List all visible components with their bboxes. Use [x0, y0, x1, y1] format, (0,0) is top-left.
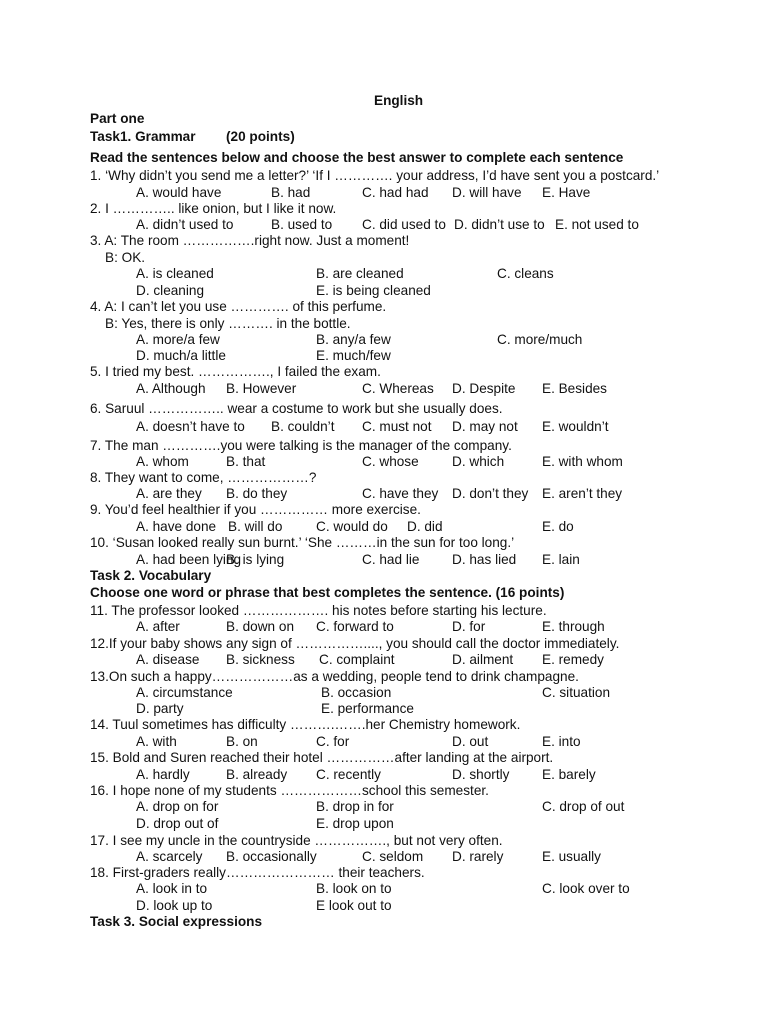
answer-option-d: D. look up to	[136, 898, 213, 913]
answer-option-e: E. remedy	[542, 652, 604, 667]
answer-option-d: D. has lied	[452, 552, 517, 567]
answer-option-d: D. cleaning	[136, 283, 205, 298]
answer-option-c: C. drop of out	[542, 799, 625, 814]
question-stem: 4. A: I can’t let you use …………. of this perfume.	[90, 299, 387, 314]
answer-option-d: D. may not	[452, 419, 518, 434]
answer-option-e: E. usually	[542, 849, 601, 864]
answer-option-e: E. performance	[321, 701, 414, 716]
answer-option-c: C. whose	[362, 454, 419, 469]
answer-option-b: B. down on	[226, 619, 295, 634]
answer-option-b: B. are cleaned	[316, 266, 404, 281]
answer-option-e: E. with whom	[542, 454, 623, 469]
answer-option-b: B. sickness	[226, 652, 295, 667]
question-stem: 15. Bold and Suren reached their hotel ……………after landing at the airport.	[90, 750, 554, 765]
question-stem: 6. Saruul …………….. wear a costume to work but she usually does.	[90, 401, 503, 416]
answer-option-c: C. forward to	[316, 619, 394, 634]
answer-option-a: A. more/a few	[136, 332, 220, 347]
answer-option-c: C. complaint	[319, 652, 395, 667]
answer-option-a: A. disease	[136, 652, 200, 667]
answer-option-e: E. not used to	[555, 217, 639, 232]
task1-heading: Task1. Grammar	[90, 129, 196, 144]
answer-option-d: D. shortly	[452, 767, 510, 782]
question-stem: 14. Tuul sometimes has difficulty ……….…….her Chemistry homework.	[90, 717, 521, 732]
answer-option-c: C. situation	[542, 685, 611, 700]
answer-option-b: B. couldn’t	[271, 419, 335, 434]
answer-option-e: E. barely	[542, 767, 596, 782]
answer-option-b: B. already	[226, 767, 288, 782]
answer-option-c: C. have they	[362, 486, 439, 501]
answer-option-b: B. occasion	[321, 685, 392, 700]
question-stem: 5. I tried my best. ……………., I failed the exam.	[90, 364, 381, 379]
answer-option-a: A. with	[136, 734, 177, 749]
answer-option-c: C. look over to	[542, 881, 630, 896]
answer-option-b: B. that	[226, 454, 266, 469]
question-stem: 10. ‘Susan looked really sun burnt.’ ‘She ………in the sun for too long.’	[90, 535, 515, 550]
answer-option-a: A. hardly	[136, 767, 190, 782]
answer-option-b: B. look on to	[316, 881, 392, 896]
question-stem: 8. They want to come, ………………?	[90, 470, 317, 485]
answer-option-e: E. wouldn’t	[542, 419, 609, 434]
answer-option-a: A. would have	[136, 185, 222, 200]
answer-option-b: B. occasionally	[226, 849, 317, 864]
question-stem: 11. The professor looked ………………. his notes before starting his lecture.	[90, 603, 547, 618]
answer-option-e: E. is being cleaned	[316, 283, 431, 298]
task1-points: (20 points)	[226, 129, 295, 144]
question-stem: 7. The man ………….you were talking is the manager of the company.	[90, 438, 512, 453]
answer-option-a: A. is cleaned	[136, 266, 214, 281]
question-stem: 18. First-graders really…………………… their teachers.	[90, 865, 425, 880]
answer-option-c: C. seldom	[362, 849, 424, 864]
answer-option-e: E. into	[542, 734, 581, 749]
question-stem: 16. I hope none of my students ………………school this semester.	[90, 783, 489, 798]
answer-option-e: E. do	[542, 519, 574, 534]
answer-option-b: B. drop in for	[316, 799, 394, 814]
answer-option-a: A. circumstance	[136, 685, 233, 700]
answer-option-d: D. Despite	[452, 381, 516, 396]
answer-option-d: D. party	[136, 701, 184, 716]
question-stem: 1. ‘Why didn’t you send me a letter?’ ‘If I …………. your address, I’d have sent you a postcard.’	[90, 168, 660, 183]
answer-option-c: C. had had	[362, 185, 429, 200]
answer-option-c: C. did used to	[362, 217, 446, 232]
question-stem: 12.If your baby shows any sign of ……………...., you should call the doctor immediately.	[90, 636, 620, 651]
answer-option-a: A. doesn’t have to	[136, 419, 245, 434]
question-stem: 2. I ………….. like onion, but I like it now.	[90, 201, 337, 216]
answer-option-d: D. out	[452, 734, 489, 749]
task2-instruction: Choose one word or phrase that best completes the sentence. (16 points)	[90, 585, 565, 600]
answer-option-b: B. However	[226, 381, 297, 396]
answer-option-d: D. ailment	[452, 652, 514, 667]
answer-option-a: A. are they	[136, 486, 202, 501]
answer-option-e: E look out to	[316, 898, 392, 913]
answer-option-a: A. whom	[136, 454, 189, 469]
task1-instruction: Read the sentences below and choose the best answer to complete each sentence	[90, 150, 624, 165]
answer-option-b: B. is lying	[226, 552, 285, 567]
document-title: English	[374, 93, 424, 108]
answer-option-e: E. through	[542, 619, 605, 634]
answer-option-d: D. will have	[452, 185, 522, 200]
answer-option-a: A. scarcely	[136, 849, 203, 864]
answer-option-c: C. more/much	[497, 332, 583, 347]
answer-option-c: C. must not	[362, 419, 432, 434]
question-stem: 9. You’d feel healthier if you …………… more exercise.	[90, 502, 421, 517]
answer-option-b: B. used to	[271, 217, 333, 232]
answer-option-c: C. Whereas	[362, 381, 434, 396]
answer-option-e: E. drop upon	[316, 816, 394, 831]
question-stem-reply: B: Yes, there is only ………. in the bottle.	[105, 316, 351, 331]
answer-option-d: D. for	[452, 619, 486, 634]
answer-option-d: D. which	[452, 454, 505, 469]
answer-option-b: B. on	[226, 734, 258, 749]
answer-option-b: B. do they	[226, 486, 288, 501]
task3-heading: Task 3. Social expressions	[90, 914, 263, 929]
answer-option-c: C. recently	[316, 767, 381, 782]
answer-option-a: A. after	[136, 619, 180, 634]
answer-option-b: B. will do	[228, 519, 283, 534]
answer-option-d: D. didn’t use to	[454, 217, 545, 232]
answer-option-c: C. had lie	[362, 552, 420, 567]
answer-option-a: A. have done	[136, 519, 217, 534]
answer-option-d: D. drop out of	[136, 816, 219, 831]
answer-option-e: E. Besides	[542, 381, 607, 396]
answer-option-c: C. would do	[316, 519, 388, 534]
task2-heading: Task 2. Vocabulary	[90, 568, 212, 583]
answer-option-b: B. any/a few	[316, 332, 391, 347]
answer-option-a: A. Although	[136, 381, 206, 396]
answer-option-e: E. aren’t they	[542, 486, 623, 501]
answer-option-e: E. lain	[542, 552, 580, 567]
answer-option-d: D. don’t they	[452, 486, 529, 501]
question-stem: 3. A: The room …………….right now. Just a moment!	[90, 233, 410, 248]
answer-option-e: E. Have	[542, 185, 591, 200]
answer-option-a: A. had been lying	[136, 552, 242, 567]
answer-option-e: E. much/few	[316, 348, 391, 363]
answer-option-d: D. much/a little	[136, 348, 226, 363]
question-stem: 17. I see my uncle in the countryside ……………., but not very often.	[90, 833, 503, 848]
question-stem: 13.On such a happy………………as a wedding, people tend to drink champagne.	[90, 669, 579, 684]
answer-option-c: C. cleans	[497, 266, 554, 281]
answer-option-a: A. drop on for	[136, 799, 219, 814]
answer-option-c: C. for	[316, 734, 350, 749]
question-stem-reply: B: OK.	[105, 250, 146, 265]
answer-option-a: A. didn’t used to	[136, 217, 234, 232]
answer-option-d: D. did	[407, 519, 443, 534]
answer-option-a: A. look in to	[136, 881, 208, 896]
answer-option-d: D. rarely	[452, 849, 504, 864]
answer-option-b: B. had	[271, 185, 311, 200]
part-heading: Part one	[90, 111, 145, 126]
